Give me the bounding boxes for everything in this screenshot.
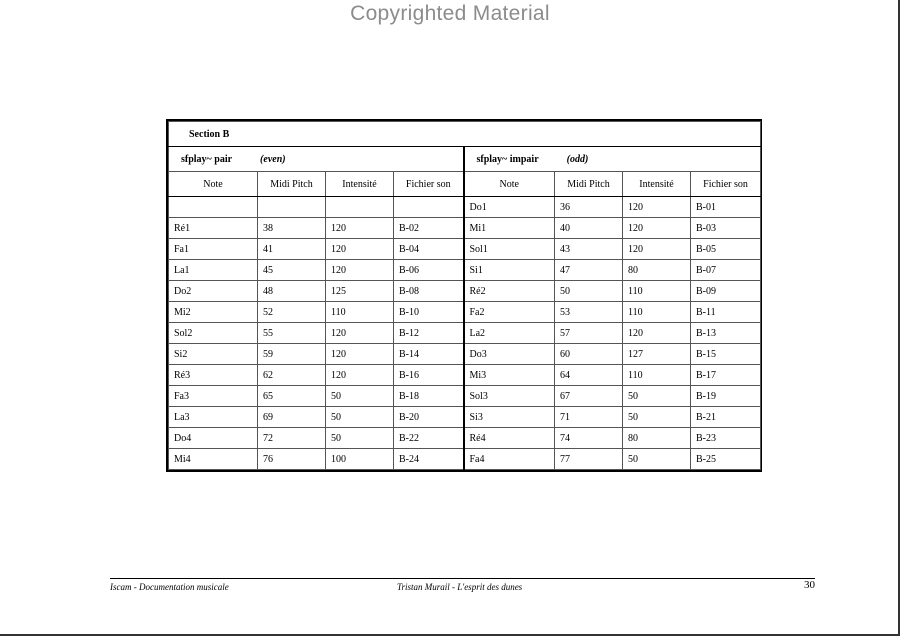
table-cell: 60 <box>555 344 623 365</box>
table-cell: 40 <box>555 218 623 239</box>
table-cell: La1 <box>169 260 258 281</box>
table-row <box>169 218 761 239</box>
odd-label: sfplay~ impair <box>476 153 539 165</box>
table-cell: 120 <box>326 260 394 281</box>
table-cell: 120 <box>623 218 691 239</box>
table-cell: 110 <box>623 365 691 386</box>
table-cell: B-09 <box>691 281 761 302</box>
table-cell <box>326 197 394 218</box>
table-cell: B-01 <box>691 197 761 218</box>
table-cell: 45 <box>258 260 326 281</box>
table-cell: Si1 <box>464 260 555 281</box>
table-row <box>169 344 761 365</box>
table-cell: 52 <box>258 302 326 323</box>
table-cell: Mi1 <box>464 218 555 239</box>
table-cell: B-07 <box>691 260 761 281</box>
table-cell: B-04 <box>394 239 464 260</box>
table-cell: 41 <box>258 239 326 260</box>
table-cell: B-14 <box>394 344 464 365</box>
table-cell: B-20 <box>394 407 464 428</box>
table-cell: 50 <box>623 386 691 407</box>
page-footer <box>110 578 815 592</box>
table-cell: 120 <box>623 197 691 218</box>
table-cell: 50 <box>326 428 394 449</box>
table-cell: Mi4 <box>169 449 258 470</box>
page-number: 30 <box>804 579 815 591</box>
table-cell: Si2 <box>169 344 258 365</box>
table-row <box>169 386 761 407</box>
table-cell: 80 <box>623 428 691 449</box>
section-title-row <box>169 122 761 147</box>
table-cell: 120 <box>326 239 394 260</box>
table-cell: 125 <box>326 281 394 302</box>
table-cell <box>258 197 326 218</box>
table-row <box>169 323 761 344</box>
table-cell <box>169 197 258 218</box>
table-row <box>169 365 761 386</box>
table-cell: B-17 <box>691 365 761 386</box>
column-header: Intensité <box>623 172 691 197</box>
table-cell: 74 <box>555 428 623 449</box>
group-header-row <box>169 147 761 172</box>
table-cell: 110 <box>623 302 691 323</box>
table-cell: Do4 <box>169 428 258 449</box>
footer-left: Iscam - Documentation musicale <box>110 582 229 592</box>
table-cell: 127 <box>623 344 691 365</box>
column-header: Midi Pitch <box>555 172 623 197</box>
table-cell: 120 <box>623 239 691 260</box>
table-cell: 57 <box>555 323 623 344</box>
column-header: Note <box>169 172 258 197</box>
table-cell: Ré4 <box>464 428 555 449</box>
table-cell: 50 <box>326 407 394 428</box>
table-cell: 67 <box>555 386 623 407</box>
table-row <box>169 407 761 428</box>
table-cell: B-08 <box>394 281 464 302</box>
table-cell: 120 <box>326 344 394 365</box>
table-row <box>169 239 761 260</box>
table-cell: 59 <box>258 344 326 365</box>
table-cell <box>394 197 464 218</box>
table-cell: B-18 <box>394 386 464 407</box>
table-cell: Mi3 <box>464 365 555 386</box>
section-title: Section B <box>169 122 761 147</box>
table-cell: 43 <box>555 239 623 260</box>
table-cell: 62 <box>258 365 326 386</box>
table-cell: 55 <box>258 323 326 344</box>
table-cell: B-03 <box>691 218 761 239</box>
table-cell: Fa4 <box>464 449 555 470</box>
table-cell: 120 <box>623 323 691 344</box>
table-cell: B-13 <box>691 323 761 344</box>
table-cell: 120 <box>326 323 394 344</box>
table-cell: La3 <box>169 407 258 428</box>
table-cell: B-22 <box>394 428 464 449</box>
table-cell: 120 <box>326 218 394 239</box>
table-row <box>169 428 761 449</box>
table-cell: B-11 <box>691 302 761 323</box>
even-label: sfplay~ pair <box>181 153 233 165</box>
table-cell: B-23 <box>691 428 761 449</box>
table-row <box>169 260 761 281</box>
copyright-watermark: Copyrighted Material <box>350 2 550 25</box>
table-cell: 100 <box>326 449 394 470</box>
odd-group-header <box>464 147 761 172</box>
table-cell: Do1 <box>464 197 555 218</box>
table-cell: Do2 <box>169 281 258 302</box>
table-cell: B-12 <box>394 323 464 344</box>
table-cell: 71 <box>555 407 623 428</box>
column-header: Intensité <box>326 172 394 197</box>
table-row <box>169 197 761 218</box>
table-cell: B-02 <box>394 218 464 239</box>
table-cell: Sol3 <box>464 386 555 407</box>
table-cell: 110 <box>623 281 691 302</box>
table-cell: 72 <box>258 428 326 449</box>
table-cell: B-25 <box>691 449 761 470</box>
table-cell: Ré1 <box>169 218 258 239</box>
table-cell: Sol2 <box>169 323 258 344</box>
table-cell: 65 <box>258 386 326 407</box>
table-row <box>169 281 761 302</box>
table-cell: 50 <box>326 386 394 407</box>
odd-tag: (odd) <box>566 153 589 165</box>
table-cell: Fa2 <box>464 302 555 323</box>
table-cell: 50 <box>623 449 691 470</box>
table-cell: 47 <box>555 260 623 281</box>
table-cell: Sol1 <box>464 239 555 260</box>
table-cell: 120 <box>326 365 394 386</box>
table-row <box>169 302 761 323</box>
table-cell: Si3 <box>464 407 555 428</box>
table-cell: 77 <box>555 449 623 470</box>
table-cell: B-19 <box>691 386 761 407</box>
table-cell: B-16 <box>394 365 464 386</box>
table-cell: B-05 <box>691 239 761 260</box>
column-header: Midi Pitch <box>258 172 326 197</box>
column-header: Fichier son <box>691 172 761 197</box>
table-cell: 110 <box>326 302 394 323</box>
table-cell: 48 <box>258 281 326 302</box>
table-cell: B-21 <box>691 407 761 428</box>
even-tag: (even) <box>260 153 286 165</box>
table-cell: B-24 <box>394 449 464 470</box>
column-header: Note <box>464 172 555 197</box>
table-cell: B-06 <box>394 260 464 281</box>
table-cell: 69 <box>258 407 326 428</box>
footer-center: Tristan Murail - L'esprit des dunes <box>397 582 523 592</box>
table-cell: Ré2 <box>464 281 555 302</box>
even-group-header <box>169 147 464 172</box>
table-cell: B-10 <box>394 302 464 323</box>
table-cell: Fa1 <box>169 239 258 260</box>
table-cell: 76 <box>258 449 326 470</box>
column-header-row <box>169 172 761 197</box>
table-cell: 38 <box>258 218 326 239</box>
table-cell: Do3 <box>464 344 555 365</box>
column-header: Fichier son <box>394 172 464 197</box>
table-cell: 36 <box>555 197 623 218</box>
table-cell: Fa3 <box>169 386 258 407</box>
section-table <box>166 119 762 472</box>
table-cell: 50 <box>623 407 691 428</box>
table-cell: 80 <box>623 260 691 281</box>
table-cell: La2 <box>464 323 555 344</box>
table-row <box>169 449 761 470</box>
notes-table <box>168 121 761 470</box>
table-cell: B-15 <box>691 344 761 365</box>
table-cell: 53 <box>555 302 623 323</box>
table-cell: Mi2 <box>169 302 258 323</box>
table-cell: 64 <box>555 365 623 386</box>
table-cell: 50 <box>555 281 623 302</box>
table-cell: Ré3 <box>169 365 258 386</box>
